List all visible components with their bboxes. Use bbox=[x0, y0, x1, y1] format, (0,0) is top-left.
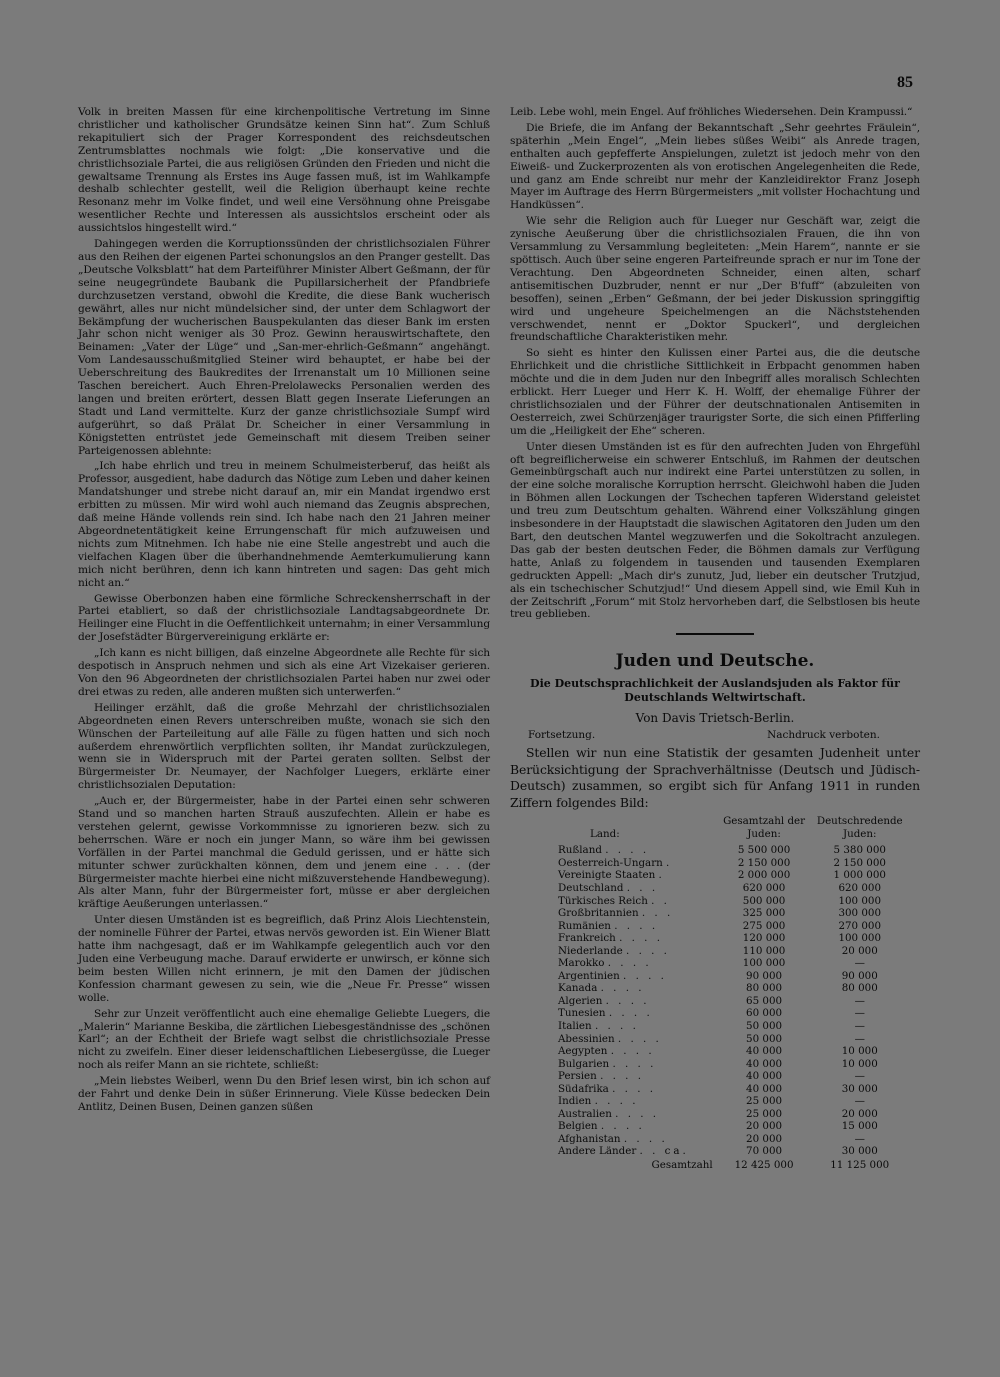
table-row bbox=[510, 895, 910, 908]
german-speaking-cell: 5 380 000 bbox=[833, 844, 886, 857]
table-row bbox=[510, 1120, 910, 1133]
country-cell bbox=[510, 1045, 719, 1058]
leader-dots: . . . . bbox=[615, 1107, 660, 1120]
table-row bbox=[510, 1033, 910, 1046]
german-speaking-cell: 100 000 bbox=[838, 932, 882, 945]
german-speaking-cell: — bbox=[854, 994, 865, 1007]
german-speaking-cell: 80 000 bbox=[841, 982, 878, 995]
table-header-row bbox=[510, 815, 910, 844]
german-speaking-cell: 30 000 bbox=[841, 1145, 878, 1158]
country-name: Aegypten bbox=[558, 1045, 608, 1058]
table-row bbox=[510, 844, 910, 857]
quote-paragraph: „Ich kann es nicht billigen, daß einzelne Abgeordnete alle Rechte für sich despotisch in Anspruch nehmen und sich als eine Art Vizekaiser gerieren. Von den 96 Abgeordneten der christlichsozialen Partei haben nur zwei oder drei etwas zu reden, alle anderen mußten sich unterwerfen.“ bbox=[78, 647, 490, 698]
country-cell bbox=[510, 970, 719, 983]
total-jews-cell: 40 000 bbox=[746, 1070, 783, 1083]
german-speaking-cell: — bbox=[854, 1095, 865, 1108]
left-column bbox=[78, 106, 490, 1117]
german-speaking-cell: — bbox=[854, 1132, 865, 1145]
article-subtitle: Die Deutschsprachlichkeit der Auslandsjuden als Faktor für Deutschlands Weltwirtschaft. bbox=[530, 677, 900, 705]
country-name: Marokko bbox=[558, 957, 605, 970]
table-row bbox=[510, 1083, 910, 1096]
article-notes bbox=[528, 729, 920, 741]
column-header-total: Gesamtzahl der Juden: bbox=[723, 815, 806, 841]
country-name: Vereinigte Staaten bbox=[558, 869, 656, 882]
leader-dots: . . . . bbox=[623, 1132, 668, 1145]
statistics-table bbox=[510, 815, 910, 1171]
german-speaking-cell: 300 000 bbox=[838, 907, 882, 920]
country-cell bbox=[510, 932, 719, 945]
total-jews-cell: 2 000 000 bbox=[737, 869, 791, 882]
german-speaking-cell: 270 000 bbox=[838, 919, 882, 932]
country-cell bbox=[510, 895, 719, 908]
country-cell bbox=[510, 1007, 719, 1020]
german-speaking-cell: — bbox=[854, 957, 865, 970]
country-cell bbox=[510, 1020, 719, 1033]
table-row bbox=[510, 995, 910, 1008]
leader-dots: . . . . bbox=[612, 1057, 657, 1070]
total-jews-cell: 70 000 bbox=[746, 1145, 783, 1158]
quote-paragraph: „Auch er, der Bürgermeister, habe in der Partei einen sehr schweren Stand und so manchen harten Strauß auszufechten. Allein er habe es verstehen gelernt, gewisse Vorkommnisse zu ignorieren bezw. sich zu beherrschen. Wäre er noch ein junger Mann, so wäre ihm bei gewissen Vorfällen in der Partei manchmal die Geduld gerissen, und er hätte sich mitunter schwer zurückhalten können, dem und jenem eine . . . (der Bürgermeister machte hierbei eine nicht mißzuverstehende Handbewegung). Als alter Mann, fuhr der Bürgermeister fort, müsse er aber dergleichen kräftige Aeußerungen unterlassen.“ bbox=[78, 795, 490, 911]
leader-dots: . bbox=[666, 856, 673, 869]
german-speaking-cell: 10 000 bbox=[841, 1045, 878, 1058]
total-jews-cell: 40 000 bbox=[746, 1057, 783, 1070]
paragraph: Unter diesen Umständen ist es für den aufrechten Juden von Ehrgefühl oft begreiflicherweise ein schwerer Entschluß, im Rahmen der deutschen Gemeinbürgschaft auch nur indirekt eine Partei unterstützen zu sollen, in der eine solche moralische Korruption herrscht. Gleichwohl haben die Juden in Böhmen allen Lockungen der Tschechen tapferen Widerstand geleistet und treu zum Deutschtum gehalten. Während einer Volkszählung gingen insbesondere in der Hauptstadt die slawischen Agitatoren den Juden um den Bart, den deutschen Mantel wegzuwerfen und die Sokoltracht anzulegen. Das gab der besten deutschen Feder, die Böhmen damals zur Verfügung hatte, Anlaß zu folgendem in tausenden und tausenden Exemplaren gedruckten Appell: „Mach dir's zunutz, Jud, lieber ein deutscher Trutzjud, als ein tschechischer Schutzjud!“ Und diesem Appell sind, wie Emil Kuh in der Zeitschrift „Forum“ mit Stolz hervorheben darf, die Selbstlosen bis heute treu geblieben. bbox=[510, 440, 920, 621]
total-jews-cell: 500 000 bbox=[742, 894, 786, 907]
total-jews-cell: 275 000 bbox=[742, 919, 786, 932]
country-cell bbox=[510, 920, 719, 933]
total-jews-cell: 40 000 bbox=[746, 1045, 783, 1058]
country-name: Australien bbox=[558, 1107, 612, 1120]
country-name: Türkisches Reich bbox=[558, 894, 648, 907]
table-row bbox=[510, 945, 910, 958]
total-label: Gesamtzahl bbox=[651, 1159, 713, 1172]
table-row bbox=[510, 869, 910, 882]
paragraph: Dahingegen werden die Korruptionssünden der christlichsozialen Führer aus den Reihen der eigenen Partei schonungslos an den Pranger gestellt. Das „Deutsche Volksblatt“ hat dem Parteiführer Minister Albert Geßmann, der für seine neugegründete Baubank die Pupillarsicherheit der Pfandbriefe durchzusetzen verstand, obwohl die Kredite, die diese Bank wucherisch gewährt, alles nur nicht mündelsicher sind, der unter dem Schlagwort der Bekämpfung der wucherischen Bauspekulanten das dieser Bank im ersten Jahr schon nicht weniger als 30 Proz. Gewinn herauswirtschaftete, den Beinamen: „Vater der Lüge“ und „San-mer-ehrlich-Geßmann“ angehängt. Vom Landesausschußmitglied Steiner wird behauptet, er habe bei der Ueberschreitung des Baukredites der Irrenanstalt um 10 Millionen seine Taschen bereichert. Auch Ehren-Prelolawecks Personalien werden des langen und breiten erörtert, dessen Blatt gegen Inserate Lieferungen an Stadt und Land vermittelte. Kurz der ganze christlichsoziale Sumpf wird aufgerührt, so daß Prälat Dr. Scheicher in einer Versammlung in Königstetten entrüstet jede Gemeinschaft mit diesem Treiben seiner Parteigenossen ablehnte: bbox=[78, 238, 490, 457]
country-cell bbox=[510, 1095, 719, 1108]
column-header-german: Deutschredende Juden: bbox=[816, 815, 903, 841]
table-row bbox=[510, 920, 910, 933]
table-body bbox=[510, 844, 910, 1171]
total-jews-cell: 100 000 bbox=[742, 957, 786, 970]
country-cell bbox=[510, 1083, 719, 1096]
country-name: Rumänien bbox=[558, 919, 611, 932]
table-row bbox=[510, 907, 910, 920]
total-jews-cell: 25 000 bbox=[746, 1095, 783, 1108]
leader-dots: . . ca. bbox=[639, 1145, 689, 1158]
table-row bbox=[510, 1045, 910, 1058]
country-name: Niederlande bbox=[558, 944, 623, 957]
total-jews-cell: 2 150 000 bbox=[737, 856, 791, 869]
total-jews-cell: 120 000 bbox=[742, 932, 786, 945]
country-name: Südafrika bbox=[558, 1082, 609, 1095]
paragraph: Sehr zur Unzeit veröffentlicht auch eine ehemalige Geliebte Luegers, die „Malerin“ Marianne Beskiba, die zärtlichen Liebesgeständnisse des „schönen Karl“; an der Echtheit der Briefe wagt selbst die christlichsoziale Presse nicht zu zweifeln. Einer dieser leidenschaftlichen Liebesergüsse, die Lueger noch als reifer Mann an sie richtete, schließt: bbox=[78, 1007, 490, 1072]
german-speaking-cell: — bbox=[854, 1032, 865, 1045]
paragraph: Unter diesen Umständen ist es begreiflich, daß Prinz Alois Liechtenstein, der nominelle Führer der Partei, etwas nervös geworden ist. Ein Wiener Blatt hatte ihm nachgesagt, daß er im Wahlkampfe gelegentlich auch vor den Juden eine Verbeugung mache. Darauf erwiderte er unwirsch, er könne sich beim besten Willen nicht erinnern, je mit den Damen der jüdischen Konfession charmant gewesen zu sein, wie die „Neue Fr. Presse“ wissen wolle. bbox=[78, 914, 490, 1004]
country-cell bbox=[510, 1145, 719, 1158]
total-jews-cell: 5 500 000 bbox=[737, 844, 791, 857]
article-title: Juden und Deutsche. bbox=[615, 651, 815, 672]
leader-dots: . . . . bbox=[594, 1095, 639, 1108]
total-jews-cell: 65 000 bbox=[746, 994, 783, 1007]
table-row bbox=[510, 970, 910, 983]
quote-paragraph: „Ich habe ehrlich und treu in meinem Schulmeisterberuf, das heißt als Professor, ausgedient, habe dadurch das Nötige zum Leben und daher keinen Mandatshunger und strebe nicht darauf an, mir ein Mandat irgendwo erst erbitten zu müssen. Mir wird wohl auch niemand das Zeugnis absprechen, daß meine Hände vollends rein sind. Ich habe nach den 21 Jahren meiner Abgeordnetentätigkeit keine Errungenschaft für mich aufzuweisen und nichts zum Mitnehmen. Ich habe nie eine Stelle angestrebt und auch die vielfachen Klagen über die überhandnehmende Aemterkumulierung kann mich nicht berühren, denn ich kann hintreten und sagen: Das geht mich nicht an.“ bbox=[78, 460, 490, 589]
country-name: Deutschland bbox=[558, 881, 624, 894]
german-speaking-cell: — bbox=[854, 1020, 865, 1032]
country-cell bbox=[510, 1133, 719, 1146]
leader-dots: . . . . bbox=[594, 1020, 639, 1032]
total-sum-cell: 12 425 000 bbox=[734, 1159, 794, 1172]
german-speaking-cell: 100 000 bbox=[838, 894, 882, 907]
german-speaking-cell: 10 000 bbox=[841, 1057, 878, 1070]
reprint-notice: Nachdruck verboten. bbox=[767, 729, 880, 742]
country-cell bbox=[510, 995, 719, 1008]
country-name: Argentinien bbox=[558, 969, 620, 982]
leader-dots: . . . . bbox=[612, 1082, 657, 1095]
country-name: Oesterreich-Ungarn bbox=[558, 856, 663, 869]
paragraph: Die Briefe, die im Anfang der Bekanntschaft „Sehr geehrtes Fräulein“, späterhin „Mein Engel“, „Mein liebes süßes Weibi“ als Anrede tragen, enthalten auch gepfefferte Anspielungen, zuletzt ist jedoch mehr von den Eiweiß- und Zuckerprozenten als von erotischen Angelegenheiten die Rede, und ganz am Ende schreibt nur mehr der Kanzleidirektor Franz Joseph Mayer im Auftrage des Herrn Bürgermeisters „mit vollster Hochachtung und Handküssen“. bbox=[510, 121, 920, 212]
leader-dots: . . . . bbox=[607, 957, 652, 970]
country-cell bbox=[510, 957, 719, 970]
total-jews-cell: 80 000 bbox=[746, 982, 783, 995]
leader-dots: . bbox=[658, 869, 665, 882]
right-column bbox=[510, 106, 920, 1172]
article-intro: Stellen wir nun eine Statistik der gesamten Judenheit unter Berücksichtigung der Sprachverhältnisse (Deutsch und Jüdisch-Deutsch) zusammen, so ergibt sich für Anfang 1911 in runden Ziffern folgendes Bild: bbox=[510, 745, 920, 810]
total-jews-cell: 325 000 bbox=[742, 907, 786, 920]
country-cell bbox=[510, 1070, 719, 1083]
leader-dots: . . . . bbox=[608, 1007, 653, 1020]
total-jews-cell: 110 000 bbox=[742, 944, 786, 957]
table-row bbox=[510, 882, 910, 895]
country-cell bbox=[510, 907, 719, 920]
country-name: Algerien bbox=[558, 994, 603, 1007]
page-number: 85 bbox=[897, 74, 913, 91]
article-byline: Von Davis Trietsch-Berlin. bbox=[635, 711, 795, 726]
leader-dots: . . . . bbox=[605, 844, 650, 857]
column-header-land: Land: bbox=[590, 828, 620, 841]
continuation-note: Fortsetzung. bbox=[528, 729, 596, 742]
leader-dots: . . . . bbox=[617, 1032, 662, 1045]
leader-dots: . . . . bbox=[600, 1070, 644, 1083]
table-row bbox=[510, 932, 910, 945]
country-cell bbox=[510, 945, 719, 958]
paragraph: Leib. Lebe wohl, mein Engel. Auf fröhliches Wiedersehen. Dein Krampussi.“ bbox=[510, 106, 913, 118]
german-speaking-cell: 30 000 bbox=[841, 1082, 878, 1095]
country-name: Afghanistan bbox=[558, 1132, 621, 1145]
german-speaking-cell: 20 000 bbox=[841, 1107, 878, 1120]
country-name: Großbritannien bbox=[558, 907, 639, 920]
country-name: Andere Länder bbox=[558, 1145, 637, 1158]
leader-dots: . . . . bbox=[614, 919, 659, 932]
quote-paragraph: „Mein liebstes Weiberl, wenn Du den Brief lesen wirst, bin ich schon auf der Fahrt und denke Dein in süßer Erinnerung. Viele Küsse bedecken Dein Antlitz, Deinen Busen, Deinen ganzen süßen bbox=[78, 1075, 490, 1113]
leader-dots: . . . . bbox=[600, 982, 645, 995]
paragraph: Gewisse Oberbonzen haben eine förmliche Schreckensherrschaft in der Partei etabliert, so daß der christlichsoziale Landtagsabgeordnete Dr. Heilinger eine Flucht in die Oeffentlichkeit unternahm; in einer Versammlung der Josefstädter Bürgervereinigung erklärte er: bbox=[78, 592, 490, 644]
leader-dots: . . . . bbox=[600, 1120, 645, 1133]
german-speaking-cell: 620 000 bbox=[838, 881, 882, 894]
total-jews-cell: 20 000 bbox=[746, 1132, 783, 1145]
table-row bbox=[510, 1133, 910, 1146]
table-total-row bbox=[510, 1158, 910, 1172]
paragraph: Heilinger erzählt, daß die große Mehrzahl der christlichsozialen Abgeordneten einen Revers unterschreiben mußte, wonach sie sich den Wünschen der Parteileitung auf alle Fälle zu fügen hatten und sich noch außerdem ehrenwörtlich verpflichten sollten, ihr Mandat zurückzulegen, wenn sie in Widerspruch mit der Partei geraten sollten. Selbst der Bürgermeister Dr. Neumayer, der Nachfolger Luegers, erklärte einer christlichsozialen Deputation: bbox=[78, 701, 490, 792]
country-cell bbox=[510, 1120, 719, 1133]
country-name: Rußland bbox=[558, 844, 602, 857]
total-jews-cell: 25 000 bbox=[746, 1107, 783, 1120]
total-jews-cell: 90 000 bbox=[746, 969, 783, 982]
paragraph: So sieht es hinter den Kulissen einer Partei aus, die die deutsche Ehrlichkeit und die christliche Sittlichkeit in Erbpacht genommen haben möchte und die in dem Juden nur den Inbegriff alles moralisch Schlechten erblickt. Herr Lueger und Herr K. H. Wolff, der ehemalige Führer der christlichsozialen und der Führer der deutschnationalen Antisemiten in Oesterreich, zwei Schürzenjäger traurigster Sorte, die sich einen Pfifferling um die „Heiligkeit der Ehe“ scheren. bbox=[510, 347, 920, 437]
country-name: Persien bbox=[558, 1070, 597, 1083]
total-jews-cell: 60 000 bbox=[746, 1007, 783, 1020]
german-speaking-cell: 1 000 000 bbox=[833, 869, 886, 882]
table-row bbox=[510, 1145, 910, 1158]
table-row bbox=[510, 957, 910, 970]
country-name: Italien bbox=[558, 1020, 592, 1032]
country-name: Kanada bbox=[558, 982, 598, 995]
total-jews-cell: 20 000 bbox=[746, 1120, 783, 1133]
leader-dots: . . bbox=[651, 894, 670, 907]
leader-dots: . . . . bbox=[626, 944, 670, 957]
total-jews-cell: 620 000 bbox=[742, 881, 786, 894]
country-name: Belgien bbox=[558, 1120, 598, 1133]
table-row bbox=[510, 1020, 910, 1033]
country-name: Abessinien bbox=[558, 1032, 615, 1045]
country-cell bbox=[510, 882, 719, 895]
paragraph: Volk in breiten Massen für eine kirchenpolitische Vertretung im Sinne christlicher und katholischer Grundsätze keinen Sinn hat“. Zum Schluß rekapituliert sich der Prager Korrespondent des reichsdeutschen Zentrumsblattes nochmals wie folgt: „Die konservative und die christlichsoziale Partei, die aus religiösen Gründen den Frieden und nicht die gewaltsame Trennung als Erstes ins Auge fassen muß, ist im Wahlkampfe deshalb schlechter gestellt, weil die Religion überhaupt keine rechte Resonanz mehr im Volke findet, und weil eine Versöhnung ohne Preisgabe wesentlicher Rechte und Interessen als aussichtslos erscheint oder als aussichtslos hingestellt wird.“ bbox=[78, 106, 490, 235]
country-name: Frankreich bbox=[558, 932, 616, 945]
german-sum-cell: 11 125 000 bbox=[830, 1159, 890, 1172]
table-row bbox=[510, 1058, 910, 1071]
total-jews-cell: 50 000 bbox=[746, 1020, 783, 1032]
leader-dots: . . . . bbox=[619, 932, 663, 945]
country-cell bbox=[510, 1033, 719, 1046]
german-speaking-cell: 90 000 bbox=[841, 969, 878, 982]
german-speaking-cell: 20 000 bbox=[841, 944, 878, 957]
leader-dots: . . . . bbox=[605, 994, 650, 1007]
leader-dots: . . . . bbox=[623, 969, 667, 982]
paragraph: Wie sehr die Religion auch für Lueger nur Geschäft war, zeigt die zynische Aeußerung über die christlichsozialen Frauen, die ihn von Versammlung zu Versammlung begleiteten: „Mein Harem“, nannte er sie spöttisch. Auch über seine engeren Parteifreunde sprach er nur im Tone der Verachtung. Den Abgeordneten Schneider, einen alten, scharf antisemitischen Duzbruder, nennt er nur „Der B'fuff“ (abzuleiten von besoffen), seinen „Erben“ Geßmann, der bei jeder Diskussion springgiftig wird und ungeheure Speichelmengen an die Nächststehenden verschwendet, nennt er „Doktor Spuckerl“, und dergleichen freundschaftliche Charakteristiken mehr. bbox=[510, 215, 920, 344]
country-name: Tunesien bbox=[558, 1007, 606, 1020]
table-row bbox=[510, 1007, 910, 1020]
table-row bbox=[510, 1070, 910, 1083]
german-speaking-cell: — bbox=[854, 1070, 865, 1083]
country-cell bbox=[510, 857, 719, 870]
leader-dots: . . . bbox=[626, 881, 659, 894]
german-speaking-cell: 2 150 000 bbox=[833, 856, 886, 869]
german-speaking-cell: 15 000 bbox=[841, 1120, 878, 1133]
table-row bbox=[510, 857, 910, 870]
country-name: Indien bbox=[558, 1095, 592, 1108]
country-cell bbox=[510, 982, 719, 995]
total-jews-cell: 50 000 bbox=[746, 1032, 783, 1045]
table-row bbox=[510, 982, 910, 995]
total-jews-cell: 40 000 bbox=[746, 1082, 783, 1095]
leader-dots: . . . bbox=[641, 907, 674, 920]
country-name: Bulgarien bbox=[558, 1057, 610, 1070]
section-divider bbox=[676, 633, 754, 635]
german-speaking-cell: — bbox=[854, 1007, 865, 1020]
country-cell bbox=[510, 844, 719, 857]
country-cell bbox=[510, 1108, 719, 1121]
leader-dots: . . . . bbox=[610, 1045, 655, 1058]
table-row bbox=[510, 1108, 910, 1121]
country-cell bbox=[510, 869, 719, 882]
table-row bbox=[510, 1095, 910, 1108]
country-cell bbox=[510, 1058, 719, 1071]
